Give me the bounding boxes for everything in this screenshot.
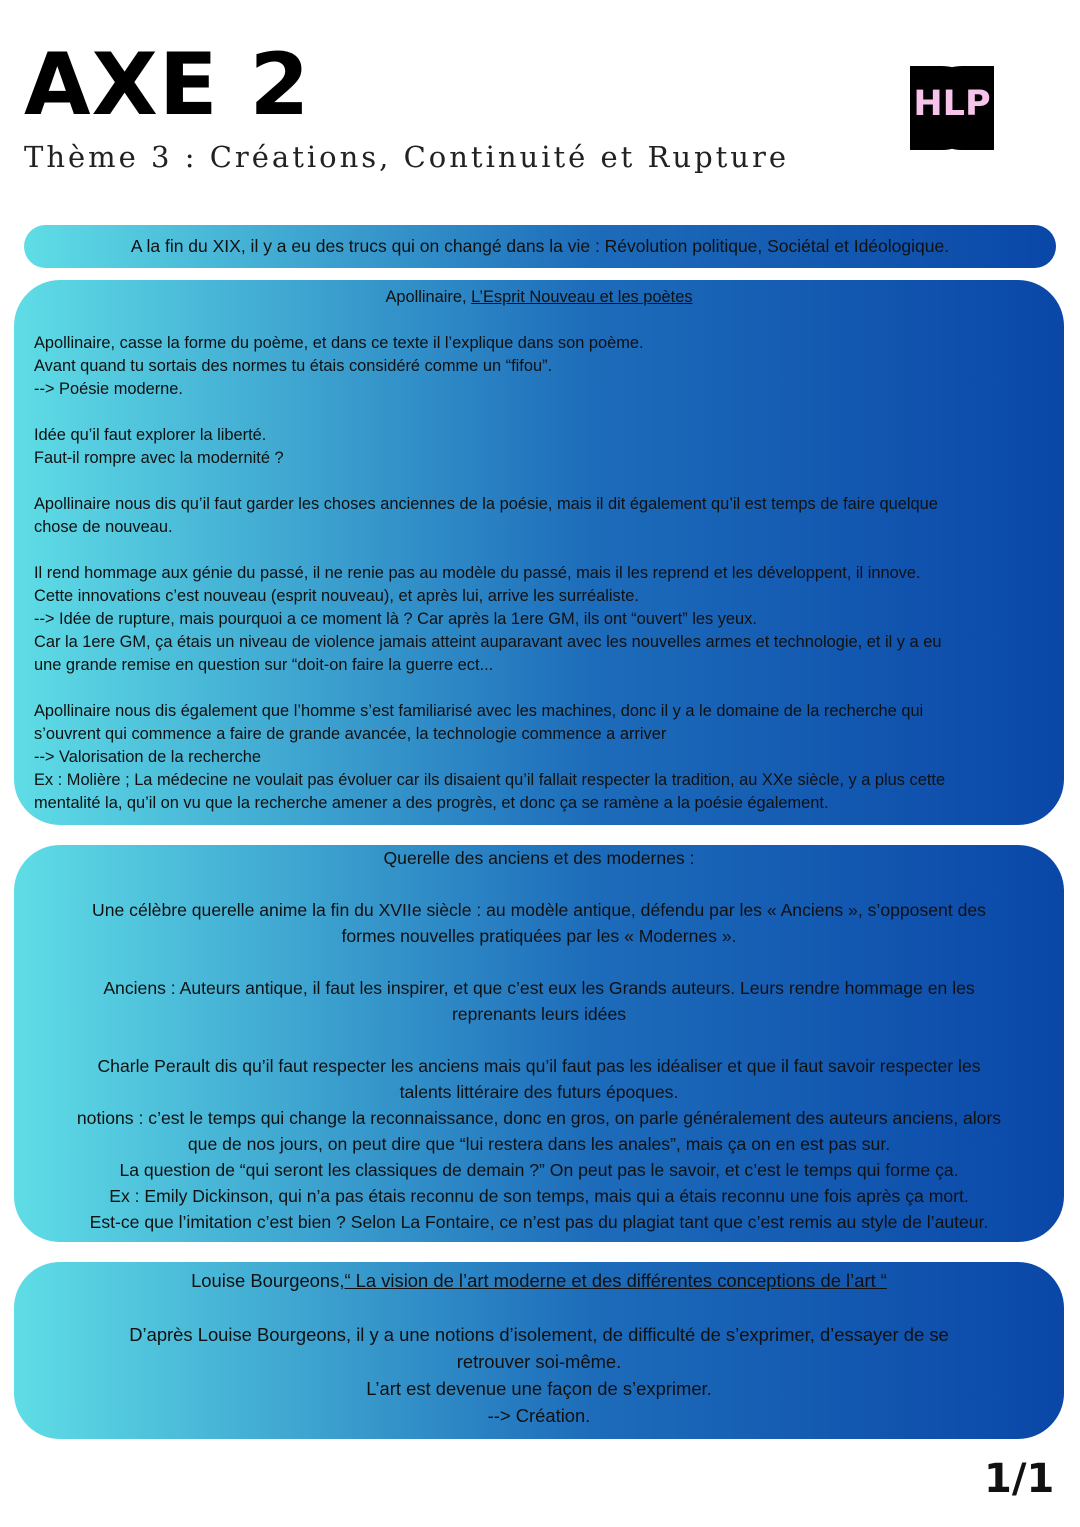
intro-banner (24, 225, 1056, 268)
text-line: Cette innovations c’est nouveau (esprit nouveau), et après lui, arrive les surréaliste. (34, 587, 639, 605)
text-line: Apollinaire nous dis également que l’homme s’est familiarisé avec les machines, donc il y a le domaine de la recherche qui (34, 702, 924, 720)
text-line: mentalité la, qu’il on vu que la recherche amener a des progrès, et donc ça se ramène a la poésie également. (34, 794, 829, 812)
text-line: Ex : Emily Dickinson, qui n’a pas étais reconnu de son temps, mais qui a étais reconnu une fois après ça mort. (109, 1186, 969, 1206)
text-line: notions : c’est le temps qui change la reconnaissance, donc en gros, on parle généralement des auteurs anciens, alors (76, 1108, 1002, 1128)
text-line: chose de nouveau. (34, 518, 173, 536)
text-line: formes nouvelles pratiquées par les « Modernes ». (341, 926, 737, 946)
heading-author: Apollinaire, (385, 288, 472, 306)
text-line: --> Poésie moderne. (34, 380, 183, 398)
text-line: L’art est devenue une façon de s’exprimer. (366, 1378, 712, 1399)
text-line: reprenants leurs idées (451, 1004, 627, 1024)
text-line: --> Idée de rupture, mais pourquoi a ce moment là ? Car après la 1ere GM, ils ont “ouvert” les yeux. (34, 610, 757, 628)
page-subtitle: Thème 3 : Créations, Continuité et Rupture (24, 140, 789, 174)
text-line: Faut-il rompre avec la modernité ? (34, 449, 284, 467)
section-querelle (14, 845, 1064, 1242)
text-line: Une célèbre querelle anime la fin du XVIIe siècle : au modèle antique, défendu par les « Anciens », s’opposent des (92, 900, 986, 920)
text-line: Est-ce que l’imitation c’est bien ? Selon La Fontaire, ce n’est pas du plagiat tant que c’est remis au style de l’auteur. (89, 1212, 989, 1232)
logo-text: HLP (913, 84, 991, 124)
section-heading (34, 286, 1044, 309)
text-line: Avant quand tu sortais des normes tu étais considéré comme un “fifou”. (34, 357, 553, 375)
heading-author: Louise Bourgeons, (191, 1270, 345, 1291)
heading-work-title: “ La vision de l’art moderne et des différentes conceptions de l’art “ (344, 1270, 887, 1291)
text-line: talents littéraire des futurs époques. (399, 1082, 679, 1102)
heading-work-title: L’Esprit Nouveau et les poètes (471, 288, 693, 306)
text-line: Il rend hommage aux génie du passé, il ne renie pas au modèle du passé, mais il les reprend et les développent, il innove. (34, 564, 921, 582)
intro-text: A la fin du XIX, il y a eu des trucs qui on changé dans la vie : Révolution politique, Sociétal et Idéologique. (130, 236, 950, 256)
text-line: La question de “qui seront les classiques de demain ?” On peut pas le savoir, et c’est le temps qui forme ça. (119, 1160, 959, 1180)
text-line: Charle Perault dis qu’il faut respecter les anciens mais qu’il faut pas les idéaliser et que il faut savoir respecter les (97, 1056, 981, 1076)
page-number: 1/1 (984, 1456, 1055, 1502)
text-line: retrouver soi-même. (456, 1351, 622, 1372)
text-line: Apollinaire, casse la forme du poème, et dans ce texte il l’explique dans son poème. (34, 334, 644, 352)
text-line: Apollinaire nous dis qu’il faut garder les choses anciennes de la poésie, mais il dit également qu’il est temps de faire quelque (34, 495, 938, 513)
text-line: --> Création. (487, 1405, 591, 1426)
text-line: s’ouvrent qui commence a faire de grande avancée, la technologie commence a arriver (34, 725, 667, 743)
section-heading: Querelle des anciens et des modernes : (383, 848, 695, 868)
text-line: D’après Louise Bourgeons, il y a une notions d’isolement, de difficulté de s’exprimer, d’essayer de se (129, 1324, 949, 1345)
text-line: que de nos jours, on peut dire que “lui restera dans les anales”, mais ça on en est pas sur. (187, 1134, 891, 1154)
text-line: Ex : Molière ; La médecine ne voulait pas évoluer car ils disaient qu’il fallait respecter la tradition, au XXe siècle, y a plus cette (34, 771, 946, 789)
text-line: --> Valorisation de la recherche (34, 748, 262, 766)
section-bourgeois (14, 1262, 1064, 1439)
section-heading (24, 1267, 1054, 1294)
section-apollinaire (14, 280, 1064, 825)
hlp-logo (908, 64, 996, 152)
text-line: Anciens : Auteurs antique, il faut les inspirer, et que c’est eux les Grands auteurs. Leurs rendre hommage en les (103, 978, 975, 998)
text-line: Idée qu’il faut explorer la liberté. (34, 426, 267, 444)
page-title: AXE 2 (24, 35, 311, 135)
text-line: Car la 1ere GM, ça étais un niveau de violence jamais atteint auparavant avec les nouvelles armes et technologie, et il y a eu (34, 633, 942, 651)
text-line: une grande remise en question sur “doit-on faire la guerre ect... (34, 656, 494, 674)
